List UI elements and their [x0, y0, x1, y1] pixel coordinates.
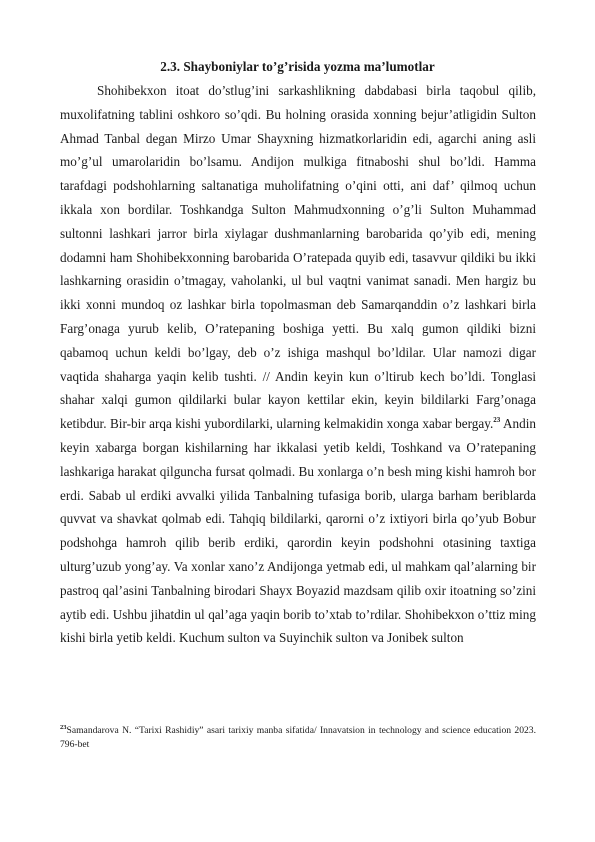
footnote-reference: 23: [493, 416, 501, 425]
body-text-part-1: Shohibekxon itoat do’stlug’ini sarkashlikning dabdabasi birla taqobul qilib, muxolifatning tablini oshkoro so’qdi. Bu holning orasida xonning bejur’atligidin Sulton Ahmad Tanbal degan Mirzo Umar Shayxning hizmatkorlaridin edi, agarchi aning asli mo’g’ul umarolaridin bo’lsamu. Andijon mulkiga fitnaboshi shul bo’ldi. Hamma tarafdagi podshohlarning saltanatiga muholifatning o’qini otti, ani daf’ qilmoq uchun ikkala xon bordilar. Toshkandga Sulton Mahmudxonning o’g’li Sulton Muhammad sultonni lashkari jarror birla xiylagar dushmanlarning barobarida qo’yib edi, mening dodamni ham Shohibekxonning barobarida O’ratepada quyib edi, tasavvur qildiki bu ikki lashkarning orasidin o’tmagay, vaholanki, ul bul vaqtni vanimat sanadi. Men hargiz bu ikki xonni mundoq oz lashkar birla topolmasman deb Samarqanddin o’z lashkari birla Farg’onaga yurub kelib, O’ratepaning boshiga yetti. Bu xalq gumon qildiki bizni qabamoq uchun keldi bo’lgay, deb o’z ishiga mashqul bo’ldilar. Ular namozi digar vaqtida shaharga yaqin kelib tushti. // Andin keyin kun o’ltirub kech bo’ldi. Tonglasi shahar xalqi gumon qildilarki bular kayon kettilar ekin, keyin bildilarki Farg’onaga ketibdur. Bir-bir arqa kishi yubordilarki, ularning kelmakidin xonga xabar bergay.: [60, 83, 536, 432]
body-text-part-2: Andin keyin xabarga borgan kishilarning har ikkalasi yetib keldi, Toshkand va O’ratepaning lashkariga harakat qilguncha fursat qolmadi. Bu xonlarga o’n besh ming kishi hamroh bor erdi. Sabab ul erdiki avvalki yilida Tanbalning tufasiga borib, ularga barham beriblarda quvvat va shavkat qolmab edi. Tahqiq bildilarki, qarorni o’z ixtiyori birla qo’yub Bobur podshohga hamroh qilib berib erdiki, qarordin keyin podshohni otasining taxtiga ulturg’uzub yong’ay. Va xonlar xano’z Andijonga yetmab edi, ul mahkam qal’alarning bir pastroq qal’asini Tanbalning birodari Shayx Boyazid mazdsam qilib oxir itoatning so’zini aytib edi. Ushbu jihatdin ul qal’aga yaqin borib to’xtab to’rdilar. Shohibekxon o’ttiz ming kishi birla yetib keldi. Kuchum sulton va Suyinchik sulton va Jonibek sulton: [60, 416, 536, 646]
body-paragraph: [60, 79, 536, 650]
section-heading: 2.3. Shayboniylar to’g’risida yozma ma’lumotlar: [160, 59, 435, 74]
footnote: [60, 724, 536, 752]
footnote-text: Samandarova N. “Tarixi Rashidiy” asari tarixiy manba sifatida/ Innavatsion in technology and science education 2023. 796-bet: [60, 725, 536, 750]
footnote-number: 23: [60, 724, 67, 731]
